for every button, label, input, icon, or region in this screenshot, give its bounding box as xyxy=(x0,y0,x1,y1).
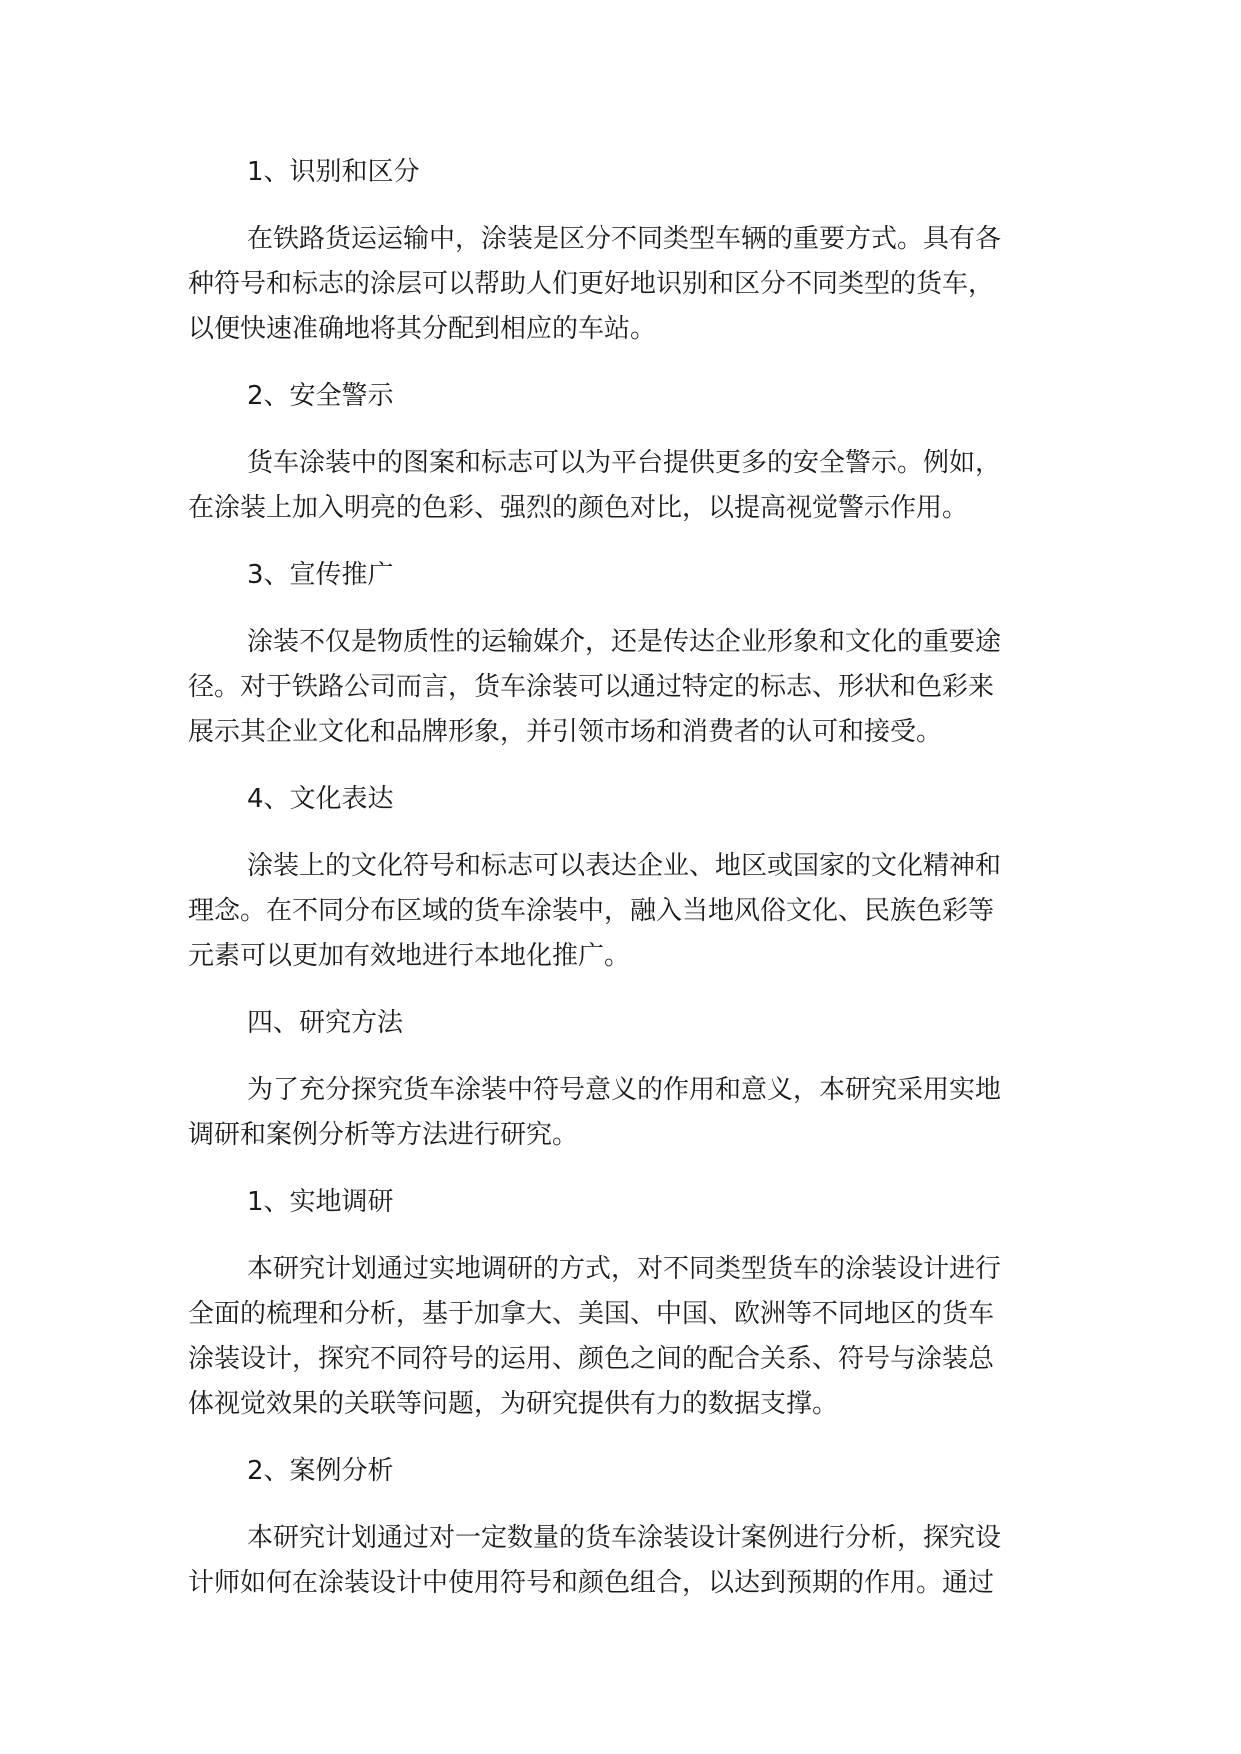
paragraph-line: 元素可以更加有效地进行本地化推广。 xyxy=(188,941,631,971)
paragraph-cultural-expression xyxy=(188,844,1055,979)
paragraph-line: 体视觉效果的关联等问题，为研究提供有力的数据支撑。 xyxy=(188,1389,839,1419)
section-heading-safety-warning: 2、安全警示 xyxy=(247,381,394,411)
paragraph-line: 涂装设计，探究不同符号的运用、颜色之间的配合关系、符号与涂装总 xyxy=(188,1344,995,1374)
paragraph-line: 货车涂装中的图案和标志可以为平台提供更多的安全警示。例如， xyxy=(247,448,1002,478)
section-heading-research-methods: 四、研究方法 xyxy=(247,1008,404,1038)
paragraph-safety-warning xyxy=(188,441,1055,531)
paragraph-recognition xyxy=(188,217,1055,352)
paragraph-line: 种符号和标志的涂层可以帮助人们更好地识别和区分不同类型的货车， xyxy=(188,269,995,299)
paragraph-line: 在涂装上加入明亮的色彩、强烈的颜色对比，以提高视觉警示作用。 xyxy=(188,493,969,523)
paragraph-line: 本研究计划通过实地调研的方式，对不同类型货车的涂装设计进行 xyxy=(247,1254,1002,1284)
paragraph-line: 径。对于铁路公司而言，货车涂装可以通过特定的标志、形状和色彩来 xyxy=(188,672,995,702)
paragraph-promotion xyxy=(188,620,1055,755)
paragraph-line: 展示其企业文化和品牌形象，并引领市场和消费者的认可和接受。 xyxy=(188,717,943,747)
section-heading-recognition: 1、识别和区分 xyxy=(247,157,420,187)
paragraph-line: 全面的梳理和分析，基于加拿大、美国、中国、欧洲等不同地区的货车 xyxy=(188,1299,995,1329)
paragraph-line: 涂装上的文化符号和标志可以表达企业、地区或国家的文化精神和 xyxy=(247,851,1002,881)
section-heading-cultural-expression: 4、文化表达 xyxy=(247,784,394,814)
paragraph-field-research xyxy=(188,1247,1055,1427)
paragraph-research-methods xyxy=(188,1068,1055,1158)
paragraph-line: 本研究计划通过对一定数量的货车涂装设计案例进行分析，探究设 xyxy=(247,1523,1002,1553)
paragraph-case-analysis xyxy=(188,1516,1055,1606)
section-heading-case-analysis: 2、案例分析 xyxy=(247,1456,394,1486)
paragraph-line: 调研和案例分析等方法进行研究。 xyxy=(188,1120,579,1150)
section-heading-field-research: 1、实地调研 xyxy=(247,1187,394,1217)
paragraph-line: 为了充分探究货车涂装中符号意义的作用和意义，本研究采用实地 xyxy=(247,1075,1002,1105)
document-page xyxy=(188,150,1055,1606)
paragraph-line: 计师如何在涂装设计中使用符号和颜色组合，以达到预期的作用。通过 xyxy=(188,1568,995,1598)
paragraph-line: 理念。在不同分布区域的货车涂装中，融入当地风俗文化、民族色彩等 xyxy=(188,896,995,926)
paragraph-line: 涂装不仅是物质性的运输媒介，还是传达企业形象和文化的重要途 xyxy=(247,627,1002,657)
paragraph-line: 在铁路货运运输中，涂装是区分不同类型车辆的重要方式。具有各 xyxy=(247,224,1002,254)
paragraph-line: 以便快速准确地将其分配到相应的车站。 xyxy=(188,314,657,344)
section-heading-promotion: 3、宣传推广 xyxy=(247,560,394,590)
